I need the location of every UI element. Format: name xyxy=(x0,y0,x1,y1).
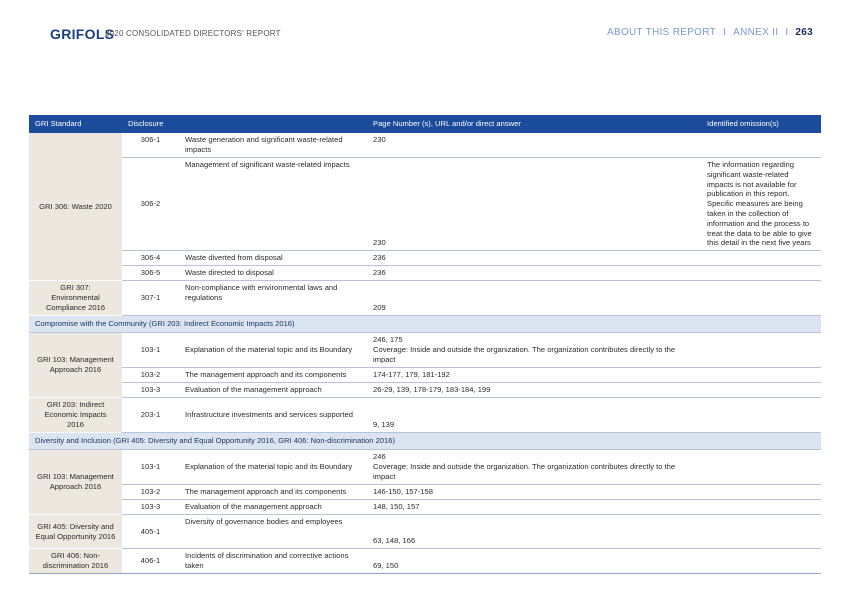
standard-cell: GRI 307: Environmental Compliance 2016 xyxy=(29,281,122,316)
table-row xyxy=(29,368,821,383)
answer-coverage: Coverage: Inside and outside the organization. The organization contributes directly to the impact xyxy=(373,345,676,365)
omission-cell: The information regarding significant waste-related impacts is not available for publication in this report. Specific measures are being taken in the collection of information and the process to treat the data to be able to give this detail in the next five years xyxy=(701,158,821,251)
section-row xyxy=(29,433,821,450)
nav-separator: I xyxy=(723,27,727,38)
omission-cell xyxy=(701,515,821,549)
standard-cell: GRI 103: Management Approach 2016 xyxy=(29,450,122,515)
disclosure-code: 203-1 xyxy=(122,398,179,433)
nav-separator: I xyxy=(785,27,789,38)
table-row xyxy=(29,251,821,266)
table-row xyxy=(29,515,821,549)
disclosure-code: 306-5 xyxy=(122,266,179,281)
disclosure-desc: Management of significant waste-related impacts xyxy=(179,158,367,251)
disclosure-desc: Non-compliance with environmental laws and regulations xyxy=(179,281,367,316)
disclosure-desc: The management approach and its components xyxy=(179,485,367,500)
omission-cell xyxy=(701,333,821,368)
disclosure-desc: Infrastructure investments and services supported xyxy=(179,398,367,433)
omission-cell xyxy=(701,368,821,383)
omission-cell xyxy=(701,398,821,433)
table-row xyxy=(29,450,821,485)
omission-cell xyxy=(701,500,821,515)
disclosure-code: 306-4 xyxy=(122,251,179,266)
answer-cell xyxy=(367,450,701,485)
gri-content-table xyxy=(29,115,821,574)
answer-cell: 230 xyxy=(367,158,701,251)
standard-cell: GRI 405: Diversity and Equal Opportunity 2016 xyxy=(29,515,122,549)
table-row xyxy=(29,398,821,433)
omission-cell xyxy=(701,266,821,281)
omission-cell xyxy=(701,281,821,316)
table-row xyxy=(29,549,821,574)
omission-cell xyxy=(701,485,821,500)
disclosure-code: 406-1 xyxy=(122,549,179,574)
answer-cell: 146-150, 157-158 xyxy=(367,485,701,500)
page-number: 263 xyxy=(795,27,813,38)
disclosure-code: 103-2 xyxy=(122,485,179,500)
report-title: 2020 CONSOLIDATED DIRECTORS' REPORT xyxy=(105,29,281,38)
answer-cell: 148, 150, 157 xyxy=(367,500,701,515)
disclosure-desc: Explanation of the material topic and its Boundary xyxy=(179,333,367,368)
answer-cell: 230 xyxy=(367,133,701,158)
answer-pages: 246 xyxy=(373,452,386,462)
disclosure-desc: Waste diverted from disposal xyxy=(179,251,367,266)
disclosure-code: 103-2 xyxy=(122,368,179,383)
omission-cell xyxy=(701,251,821,266)
answer-cell: 209 xyxy=(367,281,701,316)
col-disclosure: Disclosure xyxy=(122,115,367,133)
section-title: Diversity and Inclusion (GRI 405: Diversity and Equal Opportunity 2016, GRI 406: Non-discrimination 2016) xyxy=(29,433,821,450)
grifols-logo: GRIFOLS xyxy=(50,26,115,42)
col-gri-standard: GRI Standard xyxy=(29,115,122,133)
answer-cell: 236 xyxy=(367,266,701,281)
answer-cell: 236 xyxy=(367,251,701,266)
disclosure-code: 306-1 xyxy=(122,133,179,158)
table-row xyxy=(29,500,821,515)
disclosure-desc: Waste generation and significant waste-related impacts xyxy=(179,133,367,158)
nav-annex-link[interactable]: ANNEX II xyxy=(733,27,779,38)
table-row xyxy=(29,383,821,398)
omission-cell xyxy=(701,549,821,574)
disclosure-code: 103-1 xyxy=(122,450,179,485)
answer-cell: 174-177, 179, 181-192 xyxy=(367,368,701,383)
table-row xyxy=(29,266,821,281)
answer-coverage: Coverage: Inside and outside the organization. The organization contributes directly to the impact xyxy=(373,462,676,482)
disclosure-desc: Waste directed to disposal xyxy=(179,266,367,281)
disclosure-desc: Diversity of governance bodies and employees xyxy=(179,515,367,549)
table-row xyxy=(29,281,821,316)
disclosure-desc: The management approach and its components xyxy=(179,368,367,383)
disclosure-code: 103-3 xyxy=(122,383,179,398)
disclosure-desc: Evaluation of the management approach xyxy=(179,500,367,515)
disclosure-code: 405-1 xyxy=(122,515,179,549)
standard-cell: GRI 103: Management Approach 2016 xyxy=(29,333,122,398)
table-row xyxy=(29,485,821,500)
disclosure-code: 307-1 xyxy=(122,281,179,316)
answer-cell: 69, 150 xyxy=(367,549,701,574)
col-omissions: Identified omission(s) xyxy=(701,115,821,133)
nav-about-link[interactable]: ABOUT THIS REPORT xyxy=(607,27,717,38)
omission-cell xyxy=(701,450,821,485)
table-row xyxy=(29,133,821,158)
answer-cell: 9, 139 xyxy=(367,398,701,433)
page-header xyxy=(0,0,850,60)
answer-pages: 246, 175 xyxy=(373,335,403,345)
disclosure-code: 103-1 xyxy=(122,333,179,368)
table-header-row xyxy=(29,115,821,133)
disclosure-desc: Incidents of discrimination and corrective actions taken xyxy=(179,549,367,574)
disclosure-code: 103-3 xyxy=(122,500,179,515)
answer-cell: 63, 148, 166 xyxy=(367,515,701,549)
section-title: Compromise with the Community (GRI 203: Indirect Economic Impacts 2016) xyxy=(29,316,821,333)
standard-cell: GRI 306: Waste 2020 xyxy=(29,133,122,281)
section-row xyxy=(29,316,821,333)
omission-cell xyxy=(701,383,821,398)
disclosure-desc: Explanation of the material topic and its Boundary xyxy=(179,450,367,485)
table-row xyxy=(29,158,821,251)
disclosure-code: 306-2 xyxy=(122,158,179,251)
answer-cell: 26-29, 139, 178-179, 183-184, 199 xyxy=(367,383,701,398)
table-row xyxy=(29,333,821,368)
omission-cell xyxy=(701,133,821,158)
disclosure-desc: Evaluation of the management approach xyxy=(179,383,367,398)
header-nav xyxy=(607,27,813,38)
answer-cell xyxy=(367,333,701,368)
standard-cell: GRI 203: Indirect Economic Impacts 2016 xyxy=(29,398,122,433)
standard-cell: GRI 406: Non-discrimination 2016 xyxy=(29,549,122,574)
col-page-number: Page Number (s), URL and/or direct answer xyxy=(367,115,701,133)
